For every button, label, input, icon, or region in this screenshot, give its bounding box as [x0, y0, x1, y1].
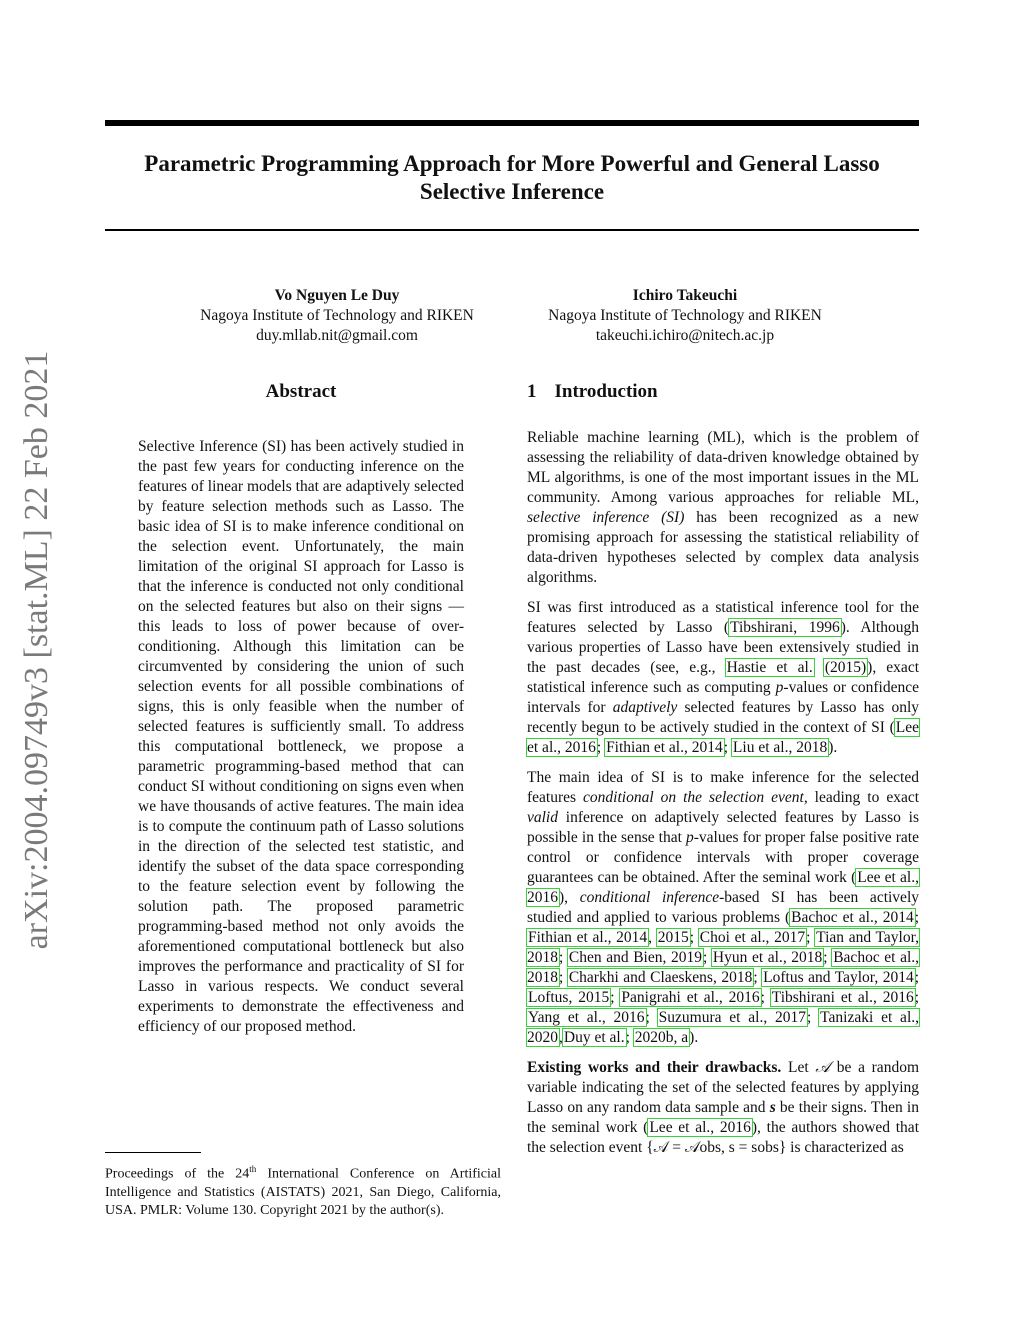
intro-paragraph-3: The main idea of SI is to make inference for the selected features conditional on the selection event, leading to exact valid inference on adaptively selected features by Lasso is possible in the sense that p-values for proper false positive rate control or confidence intervals with proper coverage guarantees can be obtained. After the seminal work (Lee et al., 2016), conditional inference-based SI has been actively studied and applied to various problems (Bachoc et al., 2014; Fithian et al., 2014, 2015; Choi et al., 2017; Tian and Taylor, 2018; Chen and Bien, 2019; Hyun et al., 2018; Bachoc et al., 2018; Charkhi and Claeskens, 2018; Loftus and Taylor, 2014; Loftus, 2015; Panigrahi et al., 2016; Tibshirani et al., 2016; Yang et al., 2016; Suzumura et al., 2017; Tanizaki et al., 2020,Duy et al.; 2020b, a). [527, 769, 920, 1046]
citation-link[interactable]: Duy et al. [563, 1029, 625, 1046]
citation-link[interactable]: Loftus and Taylor, 2014 [763, 969, 914, 986]
section-title: Introduction [554, 381, 658, 402]
citation-link[interactable]: Tian and Taylor, 2018 [527, 929, 919, 966]
abstract-text: Selective Inference (SI) has been actively studied in the past few years for conducting inference on the features of linear models that are adaptively selected by feature selection methods such as Lasso. The basic idea of SI is to make inference conditional on the selection event. Unfortunately, the main limitation of the original SI approach for Lasso is that the inference is conducted not only conditional on the selected features but also on their signs — this leads to loss of power because of over-conditioning. Although this limitation can be circumvented by considering the union of such selection events for all possible combinations of signs, this is only feasible when the number of selected features is sufficiently small. To address this computational bottleneck, we propose a parametric programming-based method that can conduct SI without conditioning on signs even when we have thousands of active features. The main idea is to compute the continuum path of Lasso solutions in the direction of the selected test statistic, and identify the subset of the data space corresponding to the feature selection event by following the solution path. The proposed parametric programming-based method not only avoids the aforementioned computational bottleneck but also improves the performance and practicality of SI for Lasso in various respects. We conduct several experiments to demonstrate the effectiveness and efficiency of our proposed method. [138, 438, 464, 1035]
author-email[interactable]: takeuchi.ichiro@nitech.ac.jp [595, 327, 775, 344]
citation-link[interactable]: Lee et al., 2016 [527, 869, 919, 906]
citation-link[interactable]: Yang et al., 2016 [528, 1009, 645, 1026]
intro-paragraph-2: SI was first introduced as a statistical inference tool for the features selected by Lasso (Tibshirani, 1996). Although various properties of Lasso have been extensively studied in the past decades (see, e.g., Hastie et al. (2015)), exact statistical inference such as computing p-values or confidence intervals for adaptively selected features by Lasso has only recently begun to be actively studied in the context of SI (Lee et al., 2016; Fithian et al., 2014; Liu et al., 2018). [527, 599, 920, 756]
abstract-heading: Abstract [265, 381, 337, 402]
citation-link[interactable]: Choi et al., 2017 [699, 929, 806, 946]
author-block-1 [170, 286, 504, 346]
title-rule-bottom [105, 229, 919, 231]
citation-link[interactable]: Charkhi and Claeskens, 2018 [568, 969, 753, 986]
citation-link[interactable]: Fithian et al., 2014 [606, 739, 723, 756]
introduction-body [527, 428, 919, 1168]
footnote-proceedings: Proceedings of the 24th International Conference on Artificial Intelligence and Statistics (AISTATS) 2021, San Diego, California, USA. PMLR: Volume 130. Copyright 2021 by the author(s). [105, 1164, 501, 1218]
intro-paragraph-4: Existing works and their drawbacks. Let 𝒜 be a random variable indicating the set of the selected features by applying Lasso on any random data sample and s be their signs. Then in the seminal work (Lee et al., 2016), the authors showed that the selection event {𝒜 = 𝒜obs, s = sobs} is characterized as [527, 1059, 919, 1156]
citation-link[interactable]: Lee et al., 2016 [527, 719, 919, 756]
citation-link[interactable]: Chen and Bien, 2019 [568, 949, 702, 966]
citation-link[interactable]: Loftus, 2015 [528, 989, 610, 1006]
title-rule-top [105, 120, 919, 126]
citation-link[interactable]: Tibshirani et al., 2016 [771, 989, 914, 1006]
section-number: 1 [527, 381, 537, 402]
citation-link[interactable]: Bachoc et al., 2018 [527, 949, 920, 986]
citation-link[interactable]: Liu et al., 2018 [732, 739, 828, 756]
author-email[interactable]: duy.mllab.nit@gmail.com [256, 327, 418, 344]
selection-event-formula: {𝒜 = 𝒜obs, s = sobs} [646, 1139, 787, 1156]
author-block-2 [518, 286, 852, 346]
intro-paragraph-1: Reliable machine learning (ML), which is the problem of assessing the reliability of data-driven knowledge obtained by ML algorithms, is one of the most important issues in the ML community. Among various approaches for reliable ML, selective inference (SI) has been recognized as a new promising approach for assessing the statistical reliability of data-driven hypotheses selected by complex data analysis algorithms. [527, 429, 919, 586]
author-affiliation: Nagoya Institute of Technology and RIKEN [200, 307, 474, 324]
citation-link[interactable]: Suzumura et al., 2017 [658, 1009, 807, 1026]
citation-link[interactable]: Tanizaki et al., 2020 [527, 1009, 919, 1046]
citation-link[interactable]: 2015 [657, 929, 689, 946]
author-affiliation: Nagoya Institute of Technology and RIKEN [548, 307, 822, 324]
section-heading-introduction [527, 381, 658, 403]
run-in-heading: Existing works and their drawbacks. [527, 1059, 782, 1076]
citation-link[interactable]: Fithian et al., 2014 [528, 929, 648, 946]
paper-title: Parametric Programming Approach for More Powerful and General Lasso Selective Inference [144, 151, 880, 204]
citation-link[interactable]: (2015) [824, 659, 867, 676]
citation-link[interactable]: Hastie et al. [726, 659, 813, 676]
arxiv-identifier[interactable]: arXiv:2004.09749v3 [stat.ML] 22 Feb 2021 [18, 350, 55, 950]
citation-link[interactable]: Lee et al., 2016 [649, 1119, 751, 1136]
citation-link[interactable]: Tibshirani, 1996 [730, 619, 840, 636]
citation-link[interactable]: Hyun et al., 2018 [712, 949, 823, 966]
footnote-rule [105, 1152, 201, 1153]
author-name: Vo Nguyen Le Duy [274, 287, 400, 304]
citation-link[interactable]: Panigrahi et al., 2016 [621, 989, 760, 1006]
citation-link[interactable]: Bachoc et al., 2014 [791, 909, 914, 926]
citation-link[interactable]: 2020b, a [634, 1029, 689, 1046]
author-name: Ichiro Takeuchi [632, 287, 738, 304]
